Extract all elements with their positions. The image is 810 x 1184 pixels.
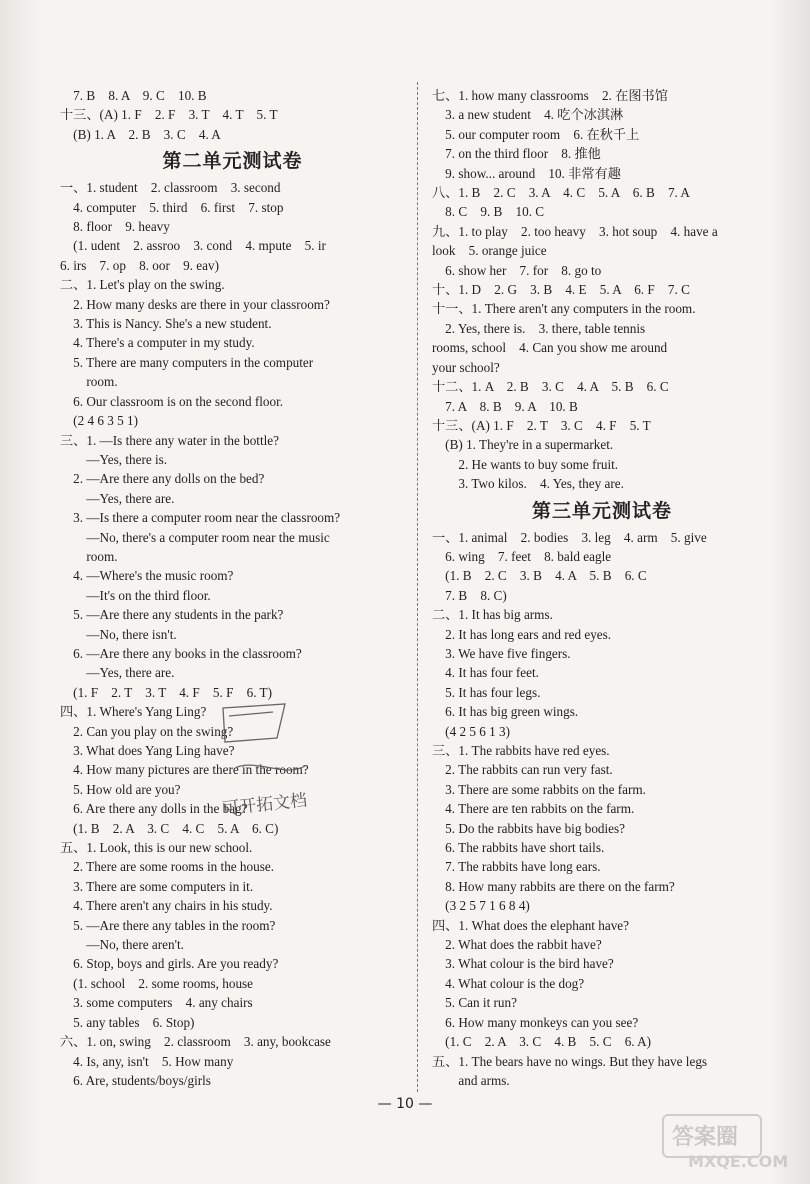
text-line: 8. C 9. B 10. C bbox=[432, 204, 545, 220]
text-line: 9. show... around 10. 非常有趣 bbox=[432, 165, 621, 181]
text-line: and arms. bbox=[432, 1072, 510, 1088]
text-line: 6. wing 7. feet 8. bald eagle bbox=[432, 548, 612, 564]
text-line: 3. some computers 4. any chairs bbox=[60, 995, 253, 1011]
text-line: 3. What does Yang Ling have? bbox=[60, 743, 235, 758]
text-line: 6. irs 7. op 8. oor 9. eav) bbox=[60, 257, 219, 273]
text-line: 3. We have five fingers. bbox=[432, 645, 571, 661]
text-line: 4. There's a computer in my study. bbox=[60, 335, 255, 351]
text-line: 7. B 8. C) bbox=[432, 587, 507, 603]
text-line: 8. How many rabbits are there on the farm? bbox=[432, 878, 675, 894]
text-line: 7. A 8. B 9. A 10. B bbox=[432, 398, 578, 414]
text-line: 5. Can it run? bbox=[432, 995, 517, 1011]
text-line: room. bbox=[60, 548, 118, 564]
text-line: 6. Are, students/boys/girls bbox=[60, 1072, 211, 1088]
text-line: 3. There are some rabbits on the farm. bbox=[432, 781, 646, 797]
text-line: 5. any tables 6. Stop) bbox=[60, 1014, 195, 1030]
text-line: 5. —Are there any tables in the room? bbox=[60, 917, 276, 933]
text-line: 2. How many desks are there in your classroom? bbox=[60, 296, 330, 312]
right-main-lines bbox=[432, 528, 772, 1091]
right-column bbox=[432, 86, 772, 1090]
text-line: 7. B 8. A 9. C 10. B bbox=[60, 88, 207, 103]
text-line: 6. How many monkeys can you see? bbox=[432, 1014, 639, 1030]
text-line: 2. The rabbits can run very fast. bbox=[432, 762, 613, 778]
text-line: —It's on the third floor. bbox=[60, 587, 211, 603]
left-main-lines bbox=[60, 178, 405, 1090]
text-line: (1. F 2. T 3. T 4. F 5. F 6. T) bbox=[60, 684, 273, 700]
text-line: —Yes, there is. bbox=[60, 451, 168, 467]
text-line: 5. How old are you? bbox=[60, 781, 181, 797]
text-line: 2. Can you play on the swing? bbox=[60, 723, 234, 739]
text-line: look 5. orange juice bbox=[432, 243, 547, 259]
text-line: 5. It has four legs. bbox=[432, 684, 541, 700]
text-line: 四、1. Where's Yang Ling? bbox=[60, 704, 207, 720]
text-line: (1. B 2. C 3. B 4. A 5. B 6. C bbox=[432, 568, 647, 584]
text-line: —No, there aren't. bbox=[60, 937, 184, 953]
watermark-url: MXQE.COM bbox=[688, 1152, 789, 1171]
text-line: 五、1. Look, this is our new school. bbox=[60, 840, 253, 856]
text-line: 3. There are some computers in it. bbox=[60, 878, 254, 894]
text-line: —No, there's a computer room near the music bbox=[60, 529, 330, 545]
text-line: 6. It has big green wings. bbox=[432, 704, 579, 720]
text-line: —Yes, there are. bbox=[60, 665, 175, 681]
text-line: 一、1. student 2. classroom 3. second bbox=[60, 180, 281, 196]
text-line: 4. There aren't any chairs in his study. bbox=[60, 898, 273, 914]
text-line: 4. It has four feet. bbox=[432, 665, 539, 681]
text-line: 4. —Where's the music room? bbox=[60, 568, 234, 584]
text-line: 5. There are many computers in the computer bbox=[60, 354, 314, 370]
text-line: (1. C 2. A 3. C 4. B 5. C 6. A) bbox=[432, 1034, 652, 1050]
watermark-title: 答案圈 bbox=[672, 1125, 739, 1150]
text-line: 6. Are there any dolls in the bag? bbox=[60, 801, 248, 817]
text-line: 二、1. It has big arms. bbox=[432, 607, 553, 623]
text-line: 5. —Are there any students in the park? bbox=[60, 607, 284, 623]
left-top-lines bbox=[60, 86, 405, 144]
text-line: 十三、(A) 1. F 2. T 3. C 4. F 5. T bbox=[432, 417, 651, 433]
text-line: 四、1. What does the elephant have? bbox=[432, 917, 630, 933]
handwriting-note: 可开拓文档 bbox=[221, 790, 309, 820]
text-line: 3. What colour is the bird have? bbox=[432, 956, 614, 972]
text-line: 6. The rabbits have short tails. bbox=[432, 840, 605, 856]
page-number: — 10 — bbox=[377, 1096, 433, 1112]
text-line: 六、1. on, swing 2. classroom 3. any, bookcase bbox=[60, 1034, 331, 1050]
text-line: 3. —Is there a computer room near the classroom? bbox=[60, 510, 341, 526]
text-line: 十二、1. A 2. B 3. C 4. A 5. B 6. C bbox=[432, 379, 669, 395]
text-line: (3 2 5 7 1 6 8 4) bbox=[432, 898, 530, 914]
text-line: 一、1. animal 2. bodies 3. leg 4. arm 5. give bbox=[432, 529, 707, 545]
text-line: 4. computer 5. third 6. first 7. stop bbox=[60, 199, 284, 215]
text-line: 5. Do the rabbits have big bodies? bbox=[432, 820, 626, 836]
text-line: 4. There are ten rabbits on the farm. bbox=[432, 801, 635, 817]
text-line: 4. Is, any, isn't 5. How many bbox=[60, 1053, 234, 1069]
text-line: 三、1. The rabbits have red eyes. bbox=[432, 743, 610, 758]
text-line: 二、1. Let's play on the swing. bbox=[60, 277, 225, 293]
text-line: 十一、1. There aren't any computers in the room. bbox=[432, 301, 696, 317]
text-line: 3. This is Nancy. She's a new student. bbox=[60, 316, 272, 332]
text-line: rooms, school 4. Can you show me around bbox=[432, 340, 668, 356]
text-line: 3. a new student 4. 吃个冰淇淋 bbox=[432, 107, 624, 123]
watermark-logo bbox=[662, 1114, 802, 1174]
text-line: (1. B 2. A 3. C 4. C 5. A 6. C) bbox=[60, 820, 279, 836]
text-line: 4. What colour is the dog? bbox=[432, 975, 585, 991]
text-line: 6. —Are there any books in the classroom? bbox=[60, 645, 302, 661]
text-line: 2. Yes, there is. 3. there, table tennis bbox=[432, 320, 646, 336]
column-divider bbox=[417, 82, 418, 1092]
text-line: 7. on the third floor 8. 推他 bbox=[432, 146, 601, 162]
text-line: 七、1. how many classrooms 2. 在图书馆 bbox=[432, 88, 668, 103]
text-line: room. bbox=[60, 374, 118, 390]
text-line: 2. There are some rooms in the house. bbox=[60, 859, 275, 875]
text-line: 3. Two kilos. 4. Yes, they are. bbox=[432, 476, 624, 492]
text-line: 7. The rabbits have long ears. bbox=[432, 859, 601, 875]
text-line: 2. He wants to buy some fruit. bbox=[432, 456, 619, 472]
right-top-lines bbox=[432, 86, 772, 494]
text-line: 三、1. —Is there any water in the bottle? bbox=[60, 432, 279, 448]
text-line: 十三、(A) 1. F 2. F 3. T 4. T 5. T bbox=[60, 107, 278, 123]
text-line: (B) 1. A 2. B 3. C 4. A bbox=[60, 126, 221, 142]
text-line: (1. udent 2. assroo 3. cond 4. mpute 5. ir bbox=[60, 238, 326, 254]
text-line: 十、1. D 2. G 3. B 4. E 5. A 6. F 7. C bbox=[432, 282, 690, 298]
text-line: 6. Stop, boys and girls. Are you ready? bbox=[60, 956, 279, 972]
text-line: 6. show her 7. for 8. go to bbox=[432, 262, 602, 278]
section-heading: 第二单元测试卷 bbox=[162, 150, 303, 173]
text-line: (B) 1. They're in a supermarket. bbox=[432, 437, 614, 453]
text-line: (2 4 6 3 5 1) bbox=[60, 413, 139, 429]
text-line: 八、1. B 2. C 3. A 4. C 5. A 6. B 7. A bbox=[432, 185, 690, 201]
text-line: (4 2 5 6 1 3) bbox=[432, 723, 511, 739]
text-line: 五、1. The bears have no wings. But they have legs bbox=[432, 1053, 708, 1069]
text-line: 6. Our classroom is on the second floor. bbox=[60, 393, 284, 409]
text-line: 4. How many pictures are there in the room? bbox=[60, 762, 309, 778]
text-line: 2. —Are there any dolls on the bed? bbox=[60, 471, 265, 487]
text-line: (1. school 2. some rooms, house bbox=[60, 975, 254, 991]
text-line: your school? bbox=[432, 359, 500, 375]
text-line: 5. our computer room 6. 在秋千上 bbox=[432, 126, 640, 142]
text-line: 九、1. to play 2. too heavy 3. hot soup 4. have a bbox=[432, 223, 718, 239]
text-line: —No, there isn't. bbox=[60, 626, 177, 642]
text-line: 2. It has long ears and red eyes. bbox=[432, 626, 612, 642]
text-line: —Yes, there are. bbox=[60, 490, 175, 506]
left-column bbox=[60, 86, 405, 1090]
text-line: 2. What does the rabbit have? bbox=[432, 937, 602, 953]
section-heading: 第三单元测试卷 bbox=[531, 499, 672, 522]
text-line: 8. floor 9. heavy bbox=[60, 219, 170, 235]
